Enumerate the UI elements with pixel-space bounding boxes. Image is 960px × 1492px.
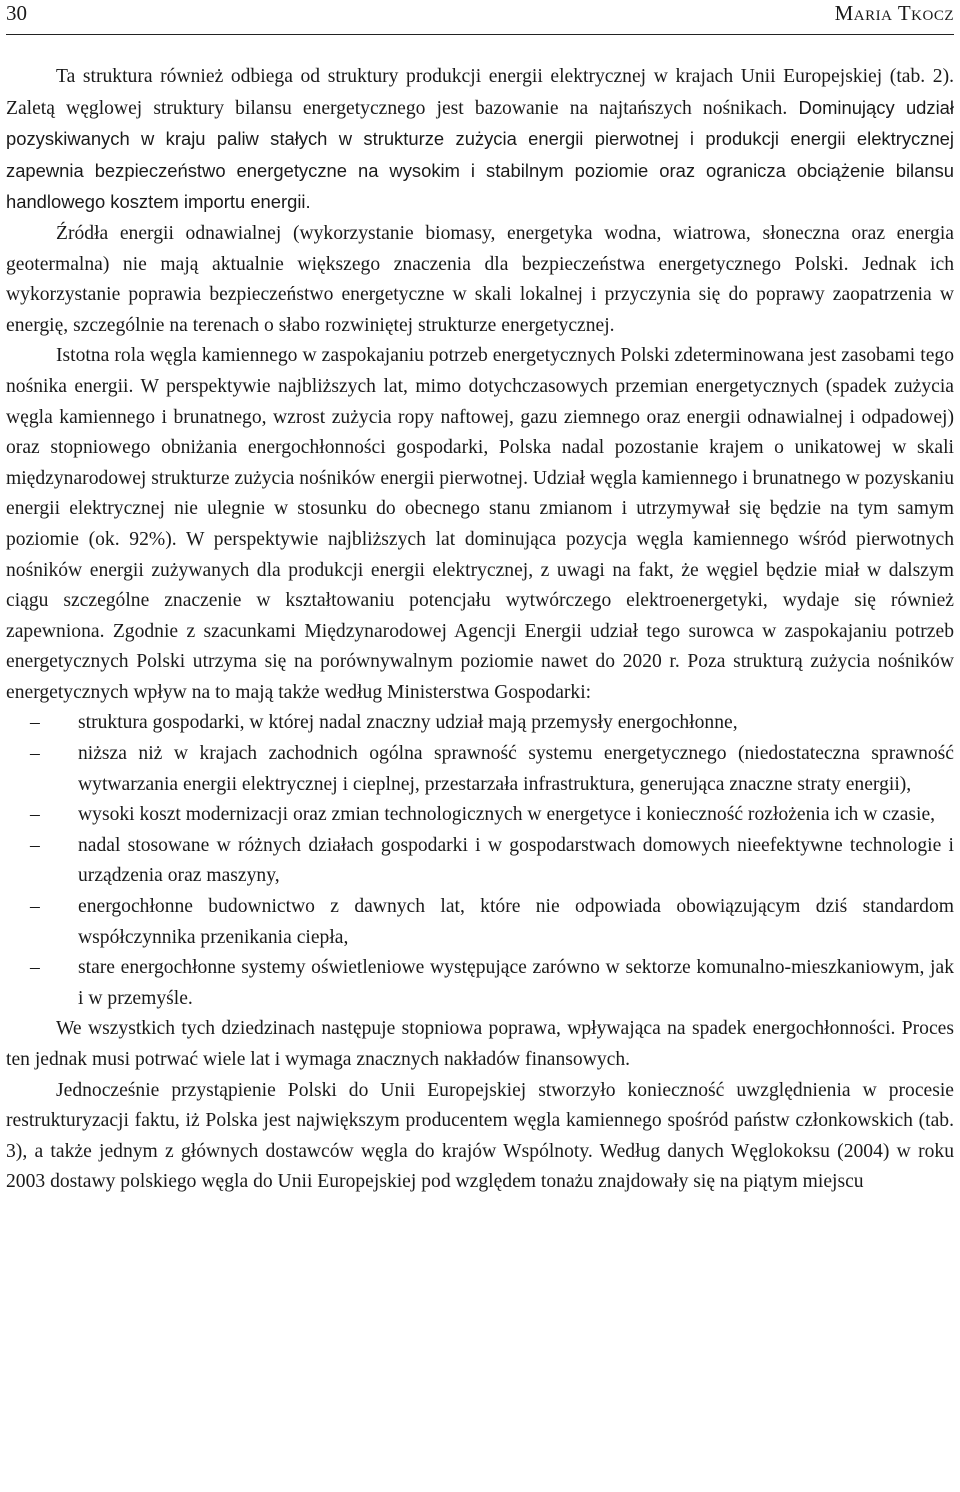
list-item: – nadal stosowane w różnych działach gospodarki i w gospodarstwach domowych nieefektywne technologie i urządzenia oraz maszyny, [78,831,954,892]
list-item: – energochłonne budownictwo z dawnych lat, które nie odpowiada obowiązującym dziś standardom współczynnika przenikania ciepła, [78,892,954,953]
body-text [6,62,954,1198]
page-header [6,0,954,35]
paragraph-2: Źródła energii odnawialnej (wykorzystanie biomasy, energetyka wodna, wiatrowa, słoneczna oraz energia geotermalna) nie mają aktualnie większego znaczenia dla bezpieczeństwa energetycznego Polski. Jednak ich wykorzystanie poprawia bezpieczeństwo energetyczne w skali lokalnej i przyczynia się do poprawy zaopatrzenia w energię, szczególnie na terenach o słabo rozwiniętej strukturze energetycznej. [6,222,954,336]
paragraph-3: Istotna rola węgla kamiennego w zaspokajaniu potrzeb energetycznych Polski zdeterminowana jest zasobami tego nośnika energii. W perspektywie najbliższych lat, mimo dotychczasowych przemian energetycznych (spadek zużycia węgla kamiennego i brunatnego, wzrost zużycia ropy naftowej, gazu ziemnego oraz energii odnawialnej i odpadowej) oraz stopniowego obniżania energochłonności gospodarki, Polska nadal pozostanie krajem o unikatowej w skali międzynarodowej strukturze zużycia nośników energii pierwotnej. Udział węgla kamiennego i brunatnego w pozyskaniu energii elektrycznej nie ulegnie w stosunku do obecnego stanu zmianom i utrzymywał się będzie na tym samym poziomie (ok. 92%). W perspektywie najbliższych lat dominująca pozycja węgla kamiennego wśród pierwotnych nośników energii zużywanych dla produkcji energii elektrycznej, z uwagi na fakt, że węgiel będzie miał w dalszym ciągu szczególne znaczenie w kształtowaniu potencjału wytwórczego elektroenergetyki, wydaje się również zapewniona. Zgodnie z szacunkami Międzynarodowej Agencji Energii udział tego surowca w zaspokajaniu potrzeb energetycznych Polski utrzyma się na porównywalnym poziomie nawet do 2020 r. Poza strukturą zużycia nośników energetycznych wpływ na to mają także według Ministerstwa Gospodarki: [6,345,955,703]
page-number: 30 [6,1,27,25]
list-item: – stare energochłonne systemy oświetleniowe występujące zarówno w sektorze komunalno-mieszkaniowym, jak i w przemyśle. [78,953,954,1014]
paragraph-1-sans-part: Dominujący udział pozyskiwanych w kraju paliw stałych w strukturze zużycia energii pierwotnej i produkcji energii elektrycznej zapewnia bezpieczeństwo energetyczne na wysokim i stabilnym poziomie oraz ogranicza obciążenie bilansu handlowego kosztem importu energii. [6,96,954,213]
list-item: – struktura gospodarki, w której nadal znaczny udział mają przemysły energochłonne, [78,708,954,739]
paragraph-1 [6,62,954,219]
list-item: – wysoki koszt modernizacji oraz zmian technologicznych w energetyce i konieczność rozłożenia ich w czasie, [78,800,954,831]
paragraph-5: Jednocześnie przystąpienie Polski do Unii Europejskiej stworzyło konieczność uwzględnienia w procesie restrukturyzacji faktu, iż Polska jest największym producentem węgla kamiennego spośród państw członkowskich (tab. 3), a także jednym z głównych dostawców węgla do krajów Wspólnoty. Według danych Węglokoksu (2004) w roku 2003 dostawy polskiego węgla do Unii Europejskiej pod względem tonażu znajdowały się na piątym miejscu [6,1079,954,1193]
factors-list [6,708,954,1014]
running-head-author: Maria Tkocz [834,1,954,25]
paragraph-1-serif-part: Ta struktura również odbiega od struktury produkcji energii elektrycznej w krajach Unii Europejskiej (tab. 2). Zaletą węglowej struktury bilansu energetycznego jest bazowanie na najtańszych nośnikach. [6,66,954,119]
list-item: – niższa niż w krajach zachodnich ogólna sprawność systemu energetycznego (niedostateczna sprawność wytwarzania energii elektrycznej i cieplnej, przestarzała infrastruktura, generująca znaczne straty energii), [78,739,954,800]
paragraph-4: We wszystkich tych dziedzinach następuje stopniowa poprawa, wpływająca na spadek energochłonności. Proces ten jednak musi potrwać wiele lat i wymaga znacznych nakładów finansowych. [6,1018,954,1070]
